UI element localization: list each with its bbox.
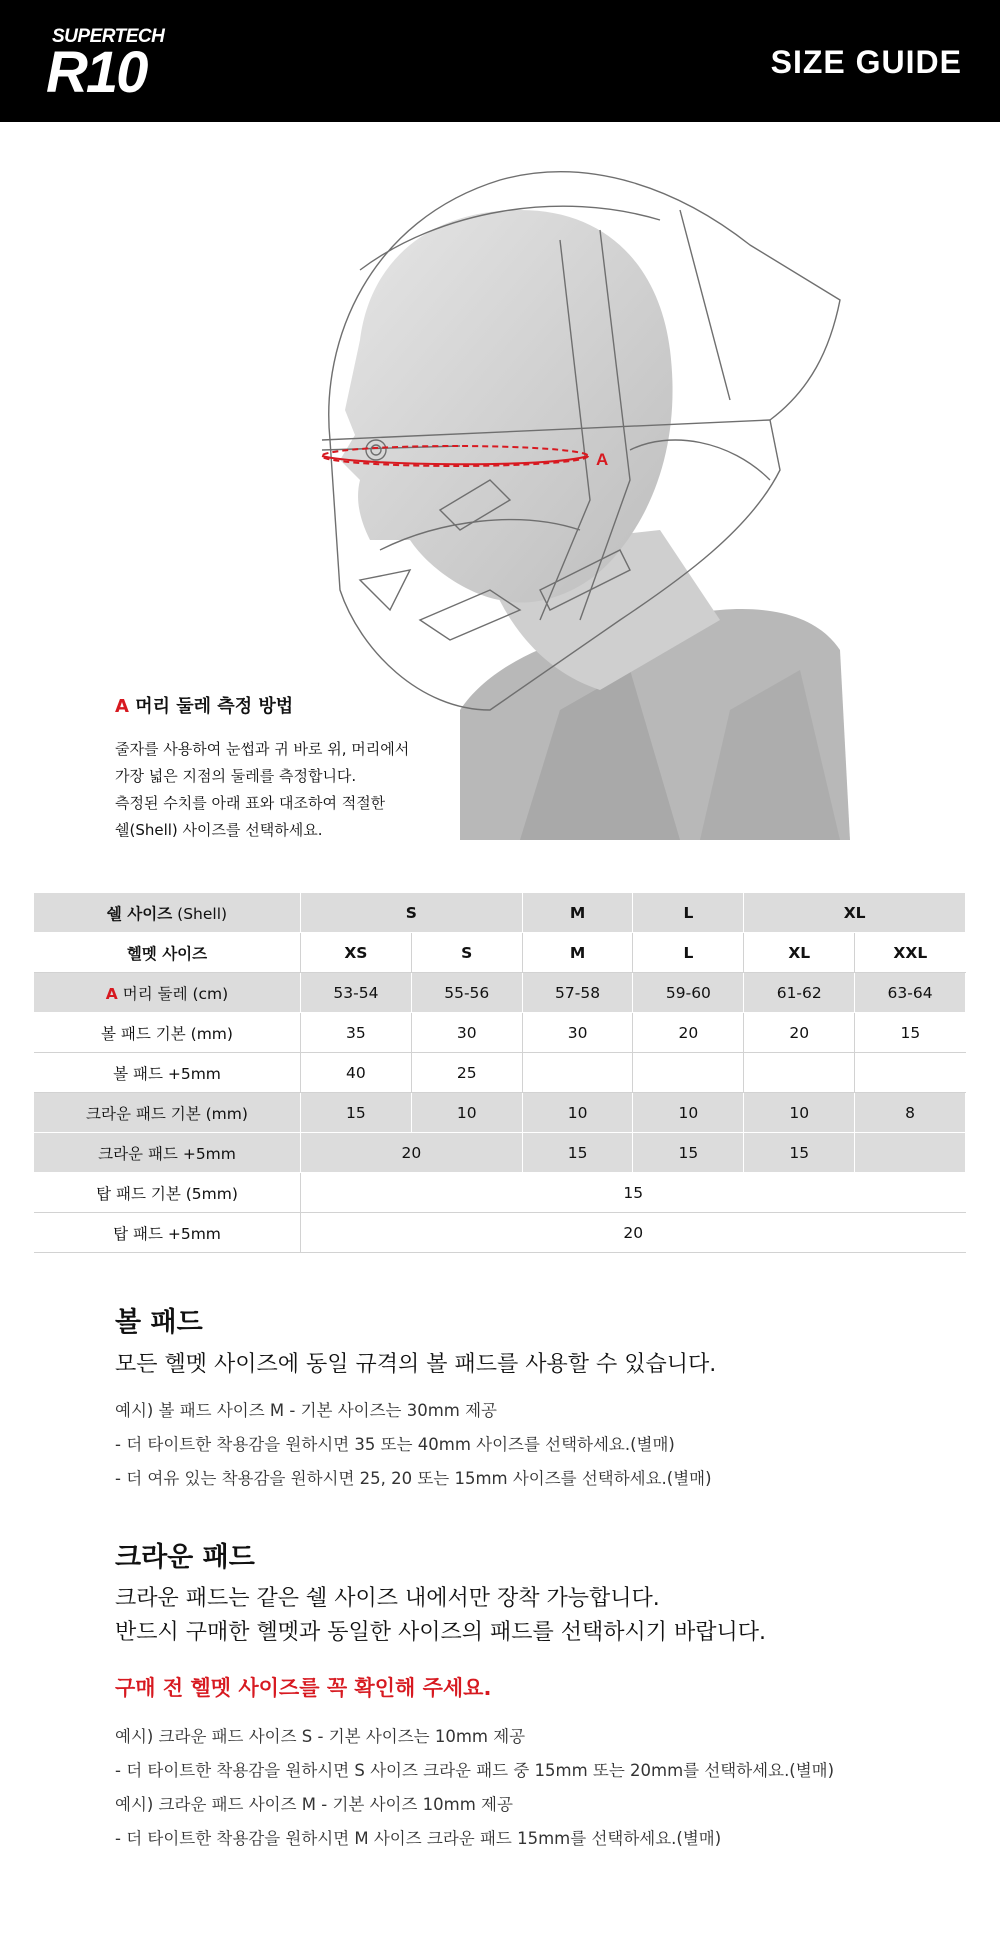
table-cell: 57-58 (522, 973, 633, 1013)
measure-title (115, 692, 455, 718)
shell-size-cell: L (633, 893, 744, 933)
helmet-size-cell: XXL (855, 933, 966, 973)
note-line: - 더 타이트한 착용감을 원하시면 M 사이즈 크라운 패드 15mm를 선택하세요.(별매) (115, 1829, 722, 1848)
note-line: 예시) 크라운 패드 사이즈 M - 기본 사이즈 10mm 제공 (115, 1795, 513, 1814)
table-cell: 20 (744, 1013, 855, 1053)
table-cell: 30 (522, 1013, 633, 1053)
table-cell: 20 (301, 1133, 523, 1173)
table-row-crown-basic (34, 1093, 966, 1133)
crown-basic-label: 크라운 패드 기본 (mm) (34, 1093, 301, 1133)
helmet-label: 헬멧 사이즈 (34, 933, 301, 973)
table-row-top-plus (34, 1213, 966, 1253)
cheek-basic-label: 볼 패드 기본 (mm) (34, 1013, 301, 1053)
helmet-size-cell: S (411, 933, 522, 973)
page-header (0, 0, 1000, 122)
table-cell: 15 (522, 1133, 633, 1173)
helmet-size-cell: L (633, 933, 744, 973)
crown-plus-label: 크라운 패드 +5mm (34, 1133, 301, 1173)
table-row-cheek-basic (34, 1013, 966, 1053)
measure-line: 줄자를 사용하여 눈썹과 귀 바로 위, 머리에서 (115, 740, 410, 758)
table-cell: 15 (301, 1093, 412, 1133)
table-cell: 40 (301, 1053, 412, 1093)
table-cell: 10 (633, 1093, 744, 1133)
table-cell: 8 (855, 1093, 966, 1133)
helmet-size-cell: XS (301, 933, 412, 973)
table-cell: 61-62 (744, 973, 855, 1013)
table-cell: 15 (855, 1013, 966, 1053)
table-cell (855, 1053, 966, 1093)
measure-marker: A (115, 696, 129, 717)
table-cell: 30 (411, 1013, 522, 1053)
table-cell: 25 (411, 1053, 522, 1093)
measure-body (115, 736, 455, 844)
table-cell: 55-56 (411, 973, 522, 1013)
table-cell: 10 (744, 1093, 855, 1133)
head-label: A 머리 둘레 (cm) (34, 973, 301, 1013)
table-cell (522, 1053, 633, 1093)
measure-line: 쉘(Shell) 사이즈를 선택하세요. (115, 821, 323, 839)
cheek-section-subtitle: 모든 헬멧 사이즈에 동일 규격의 볼 패드를 사용할 수 있습니다. (115, 1352, 717, 1377)
helmet-size-cell: XL (744, 933, 855, 973)
marker-a-label: A (596, 450, 609, 469)
table-cell: 10 (522, 1093, 633, 1133)
table-cell (744, 1053, 855, 1093)
measure-line: 측정된 수치를 아래 표와 대조하여 적절한 (115, 794, 386, 812)
table-row-shell (34, 893, 966, 933)
shell-size-cell: S (301, 893, 523, 933)
shell-size-cell: XL (744, 893, 966, 933)
table-cell: 15 (744, 1133, 855, 1173)
crown-section-notes (115, 1720, 834, 1856)
measure-instructions (115, 692, 455, 844)
table-cell: 63-64 (855, 973, 966, 1013)
note-line: - 더 타이트한 착용감을 원하시면 S 사이즈 크라운 패드 중 15mm 또는 20mm를 선택하세요.(별매) (115, 1761, 835, 1780)
logo-r10: R10 (46, 40, 147, 105)
table-row-head (34, 973, 966, 1013)
logo-supertech: SUPERTECH (52, 26, 165, 47)
table-cell: 15 (301, 1173, 966, 1213)
table-cell (855, 1133, 966, 1173)
table-cell: 59-60 (633, 973, 744, 1013)
table-cell: 20 (633, 1013, 744, 1053)
shell-size-cell: M (522, 893, 633, 933)
note-line: - 더 타이트한 착용감을 원하시면 35 또는 40mm 사이즈를 선택하세요.(별매) (115, 1435, 675, 1454)
top-plus-label: 탑 패드 +5mm (34, 1213, 301, 1253)
table-cell: 10 (411, 1093, 522, 1133)
cheek-plus-label: 볼 패드 +5mm (34, 1053, 301, 1093)
head-shape (340, 210, 673, 603)
measure-line: 가장 넓은 지점의 둘레를 측정합니다. (115, 767, 357, 785)
crown-section-subtitle: 크라운 패드는 같은 쉘 사이즈 내에서만 장착 가능합니다. 반드시 구매한 헬멧과 동일한 사이즈의 패드를 선택하시기 바랍니다. (115, 1586, 767, 1645)
table-cell: 53-54 (301, 973, 412, 1013)
table-cell: 15 (633, 1133, 744, 1173)
table-row-top-basic (34, 1173, 966, 1213)
note-line: 예시) 크라운 패드 사이즈 S - 기본 사이즈는 10mm 제공 (115, 1727, 526, 1746)
table-cell: 35 (301, 1013, 412, 1053)
crown-warning: 구매 전 헬멧 사이즈를 꼭 확인해 주세요. (115, 1676, 492, 1700)
table-row-cheek-plus (34, 1053, 966, 1093)
helmet-size-cell: M (522, 933, 633, 973)
page-title: SIZE GUIDE (770, 44, 962, 80)
crown-section-title: 크라운 패드 (115, 1542, 255, 1573)
table-cell: 20 (301, 1213, 966, 1253)
note-line: - 더 여유 있는 착용감을 원하시면 25, 20 또는 15mm 사이즈를 선택하세요.(별매) (115, 1469, 712, 1488)
cheek-section-title: 볼 패드 (115, 1307, 203, 1338)
shell-label: 쉘 사이즈 (Shell) (34, 893, 301, 933)
table-cell (633, 1053, 744, 1093)
table-row-crown-plus (34, 1133, 966, 1173)
note-line: 예시) 볼 패드 사이즈 M - 기본 사이즈는 30mm 제공 (115, 1401, 497, 1420)
size-table (34, 893, 966, 1253)
table-row-helmet (34, 933, 966, 973)
cheek-section-notes (115, 1394, 712, 1496)
top-basic-label: 탑 패드 기본 (5mm) (34, 1173, 301, 1213)
measure-title-text: 머리 둘레 측정 방법 (135, 696, 294, 717)
